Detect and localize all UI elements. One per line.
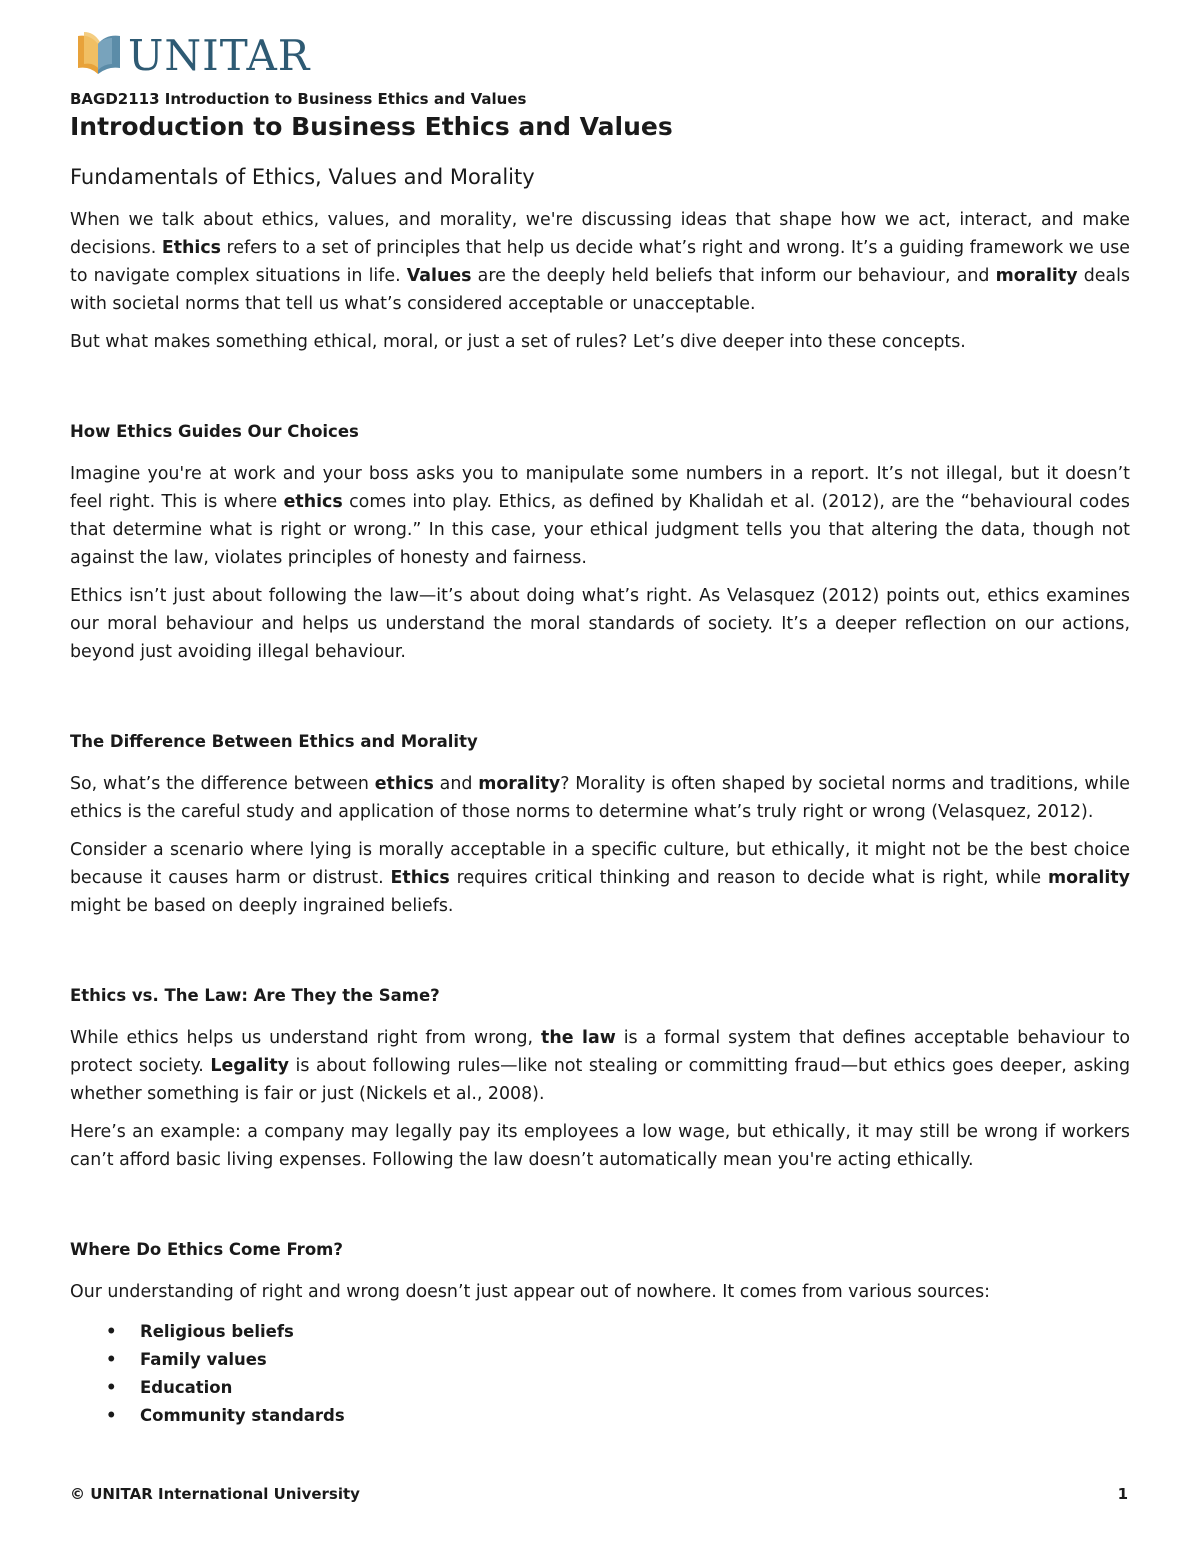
page-number: 1 xyxy=(1117,1485,1128,1503)
ethics-sources-list xyxy=(70,1318,1130,1430)
list-item: • Religious beliefs xyxy=(70,1318,1130,1346)
list-item: • Family values xyxy=(70,1346,1130,1374)
heading-ethics-origins: Where Do Ethics Come From? xyxy=(70,1240,343,1259)
page-footer xyxy=(70,1482,1130,1506)
origins-paragraph-1: Our understanding of right and wrong doesn’t just appear out of nowhere. It comes from various sources: xyxy=(70,1282,991,1302)
law-paragraph-2: Here’s an example: a company may legally pay its employees a low wage, but ethically, it may still be wrong if workers can’t afford basic living expenses. Following the law doesn’t automatically mean you're acting ethically. xyxy=(70,1122,1130,1170)
bullet-icon: • xyxy=(106,1350,117,1369)
heading-ethics-choices: How Ethics Guides Our Choices xyxy=(70,422,359,441)
unitar-logo xyxy=(70,30,310,82)
copyright-notice: © UNITAR International University xyxy=(70,1485,360,1503)
book-logo-icon xyxy=(70,30,126,82)
document-title: Introduction to Business Ethics and Values xyxy=(70,112,673,141)
course-code: BAGD2113 Introduction to Business Ethics and Values xyxy=(70,90,527,108)
difference-paragraph-2: Consider a scenario where lying is morally acceptable in a specific culture, but ethically, it might not be the best choice because it causes harm or distrust. Ethics requires critical thinking and reason to decide what is right, while morality might be based on deeply ingrained beliefs. xyxy=(70,840,1130,916)
heading-ethics-vs-law: Ethics vs. The Law: Are They the Same? xyxy=(70,986,440,1005)
bullet-icon: • xyxy=(106,1378,117,1397)
list-item: • Education xyxy=(70,1374,1130,1402)
section-title: Fundamentals of Ethics, Values and Morality xyxy=(70,165,535,189)
list-item: • Community standards xyxy=(70,1402,1130,1430)
choices-paragraph-2: Ethics isn’t just about following the law—it’s about doing what’s right. As Velasquez (2012) points out, ethics examines our moral behaviour and helps us understand the moral standards of society. It’s a deeper reflection on our actions, beyond just avoiding illegal behaviour. xyxy=(70,586,1130,662)
intro-paragraph-2: But what makes something ethical, moral, or just a set of rules? Let’s dive deeper into these concepts. xyxy=(70,332,966,352)
heading-ethics-morality-difference: The Difference Between Ethics and Morality xyxy=(70,732,478,751)
choices-paragraph-1: Imagine you're at work and your boss asks you to manipulate some numbers in a report. It’s not illegal, but it doesn’t feel right. This is where ethics comes into play. Ethics, as defined by Khalidah et al. (2012), are the “behavioural codes that determine what is right or wrong.” In this case, your ethical judgment tells you that altering the data, though not against the law, violates principles of honesty and fairness. xyxy=(70,464,1130,568)
logo-text: UNITAR xyxy=(128,31,311,80)
bullet-icon: • xyxy=(106,1406,117,1425)
difference-paragraph-1: So, what’s the difference between ethics and morality? Morality is often shaped by societal norms and traditions, while ethics is the careful study and application of those norms to determine what’s truly right or wrong (Velasquez, 2012). xyxy=(70,774,1131,822)
document-content xyxy=(70,88,1130,1430)
intro-paragraph-1: When we talk about ethics, values, and morality, we're discussing ideas that shape how we act, interact, and make decisions. Ethics refers to a set of principles that help us decide what’s right and wrong. It’s a guiding framework we use to navigate complex situations in life. Values are the deeply held beliefs that inform our behaviour, and morality deals with societal norms that tell us what’s considered acceptable or unacceptable. xyxy=(70,210,1130,314)
law-paragraph-1: While ethics helps us understand right from wrong, the law is a formal system that defines acceptable behaviour to protect society. Legality is about following rules—like not stealing or committing fraud—but ethics goes deeper, asking whether something is fair or just (Nickels et al., 2008). xyxy=(70,1028,1130,1104)
bullet-icon: • xyxy=(106,1322,117,1341)
